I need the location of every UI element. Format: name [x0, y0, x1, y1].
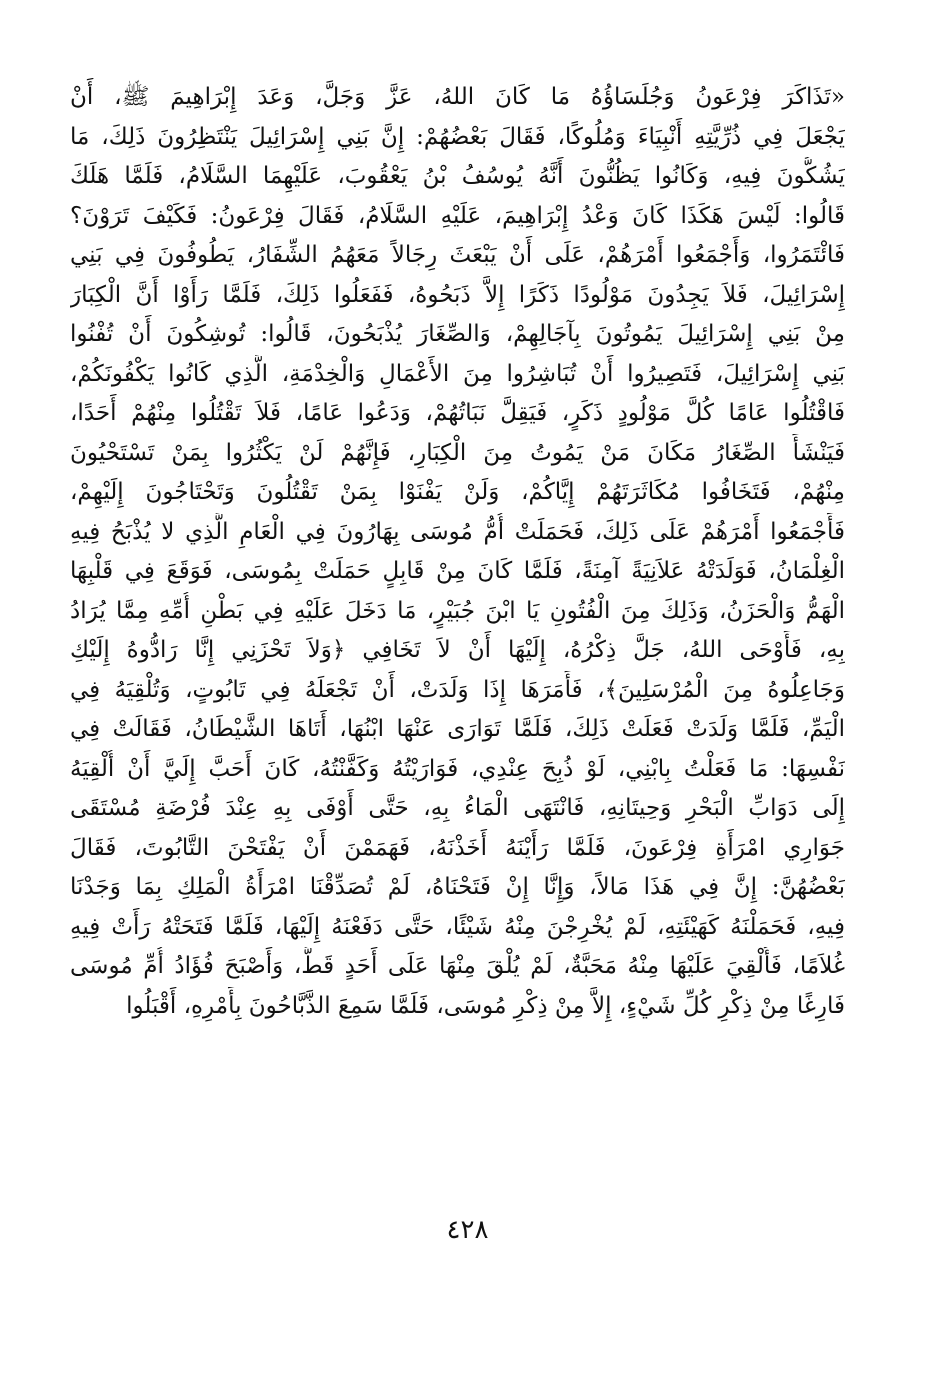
text-line: جَوَارِي امْرَأَةِ فِرْعَونَ، فَلَمَّا رَأَيْنَهُ أَخَذْنَهُ، فَهَمَمْنَ أَنْ يَفْتَحْنَ التَّابُوتَ، فَقَالَ: [70, 834, 845, 861]
text-line: مِنْ بَنِي إِسْرَائِيلَ يَمُوتُونَ بِآجَالِهِمْ، وَالصِّغَارَ يُذْبَحُونَ، قَالُوا: تُوشِكُونَ أَنْ تُفْنُوا: [70, 321, 845, 347]
text-line: بِهِ، فَأَوْحَى اللهُ، جَلَّ ذِكْرُهُ، إِلَيْهَا أَنْ لاَ تَخَافِي ﴿وَلاَ تَحْزَنِي إِنَّا رَادُّوهُ إِلَيْكِ: [70, 637, 845, 663]
text-line: فَاقْتُلُوا عَامًا كُلَّ مَوْلُودٍ ذَكَرٍ، فَيَقِلَّ نَبَاتُهُمْ، وَدَعُوا عَامًا، فَلاَ تَقْتُلُوا مِنْهُمْ أَحَدًا،: [70, 400, 845, 426]
text-line: بَنِي إِسْرَائِيلَ، فَتَصِيرُوا أَنْ تُبَاشِرُوا مِنَ الأَعْمَالِ وَالْخِدْمَةِ، الَّذِي كَانُوا يَكْفُونَكُمْ،: [70, 360, 845, 387]
text-line: مِنْهُمْ، فَتَخَافُوا مُكَاثَرَتَهُمْ إِيَّاكُمْ، وَلَنْ يَفْنَوْا بِمَنْ تَقْتُلُونَ وَتَحْتَاجُونَ إِلَيْهِمْ،: [70, 479, 845, 505]
text-line: وَجَاعِلُوهُ مِنَ الْمُرْسَلِينَ﴾، فَأَمَرَهَا إِذَا وَلَدَتْ، أَنْ تَجْعَلَهُ فِي تَابُوتٍ، وَتُلْقِيَهُ فِي: [70, 676, 845, 703]
text-line: الْيَمِّ، فَلَمَّا وَلَدَتْ فَعَلَتْ ذَلِكَ، فَلَمَّا تَوَارَى عَنْهَا ابْنُهَا، أَتَاهَا الشَّيْطَانُ، فَقَالَتْ فِي: [70, 716, 845, 742]
text-line: بَعْضُهُنَّ: إِنَّ فِي هَذَا مَالاً، وَإِنَّا إِنْ فَتَحْنَاهُ، لَمْ تُصَدِّقْنَا امْرَأَةُ الْمَلِكِ بِمَا وَجَدْنَا: [70, 874, 845, 900]
body-text: [70, 78, 845, 1026]
text-line: فَيَنْشَأَ الصِّغَارُ مَكَانَ مَنْ يَمُوتُ مِنَ الْكِبَارِ، فَإِنَّهُمْ لَنْ يَكْثُرُوا بِمَنْ تَسْتَحْيُونَ: [70, 439, 845, 466]
text-line: يَجْعَلَ فِي ذُرِّيَّتِهِ أَنْبِيَاءَ وَمُلُوكًا، فَقَالَ بَعْضُهُمْ: إِنَّ بَنِي إِسْرَائِيلَ يَنْتَظِرُونَ ذَلِكَ، مَا: [70, 123, 845, 150]
page-number: ٤٢٨: [446, 1215, 489, 1245]
text-line: فَأَجْمَعُوا أَمْرَهُمْ عَلَى ذَلِكَ، فَحَمَلَتْ أُمُّ مُوسَى بِهَارُونَ فِي الْعَامِ الَّذِي لا يُذْبَحُ فِيهِ: [70, 518, 845, 545]
text-line: نَفْسِهَا: مَا فَعَلْتُ بِابْنِي، لَوْ ذُبِحَ عِنْدِي، فَوَارَيْتُهُ وَكَفَّنْتُهُ، كَانَ أَحَبَّ إِلَيَّ أَنْ أُلْقِيَهُ: [70, 755, 845, 782]
text-line: فَارِغًا مِنْ ذِكْرِ كُلِّ شَيْءٍ، إِلاَّ مِنْ ذِكْرِ مُوسَى، فَلَمَّا سَمِعَ الذَّبَّاحُونَ بِأَمْرِهِ، أَقْبَلُوا: [126, 992, 845, 1019]
text-line: إِلَى دَوَابِّ الْبَحْرِ وَحِيتَانِهِ، فَانْتَهَى الْمَاءُ بِهِ، حَتَّى أَوْفَى بِهِ عِنْدَ فُرْضَةِ مُسْتَقَى: [70, 795, 845, 821]
text-line: يَشُكُّونَ فِيهِ، وَكَانُوا يَظُنُّونَ أَنَّهُ يُوسُفُ بْنُ يَعْقُوبَ، عَلَيْهِمَا السَّلَامُ، فَلَمَّا هَلَكَ: [70, 163, 845, 189]
text-line: غُلاَمًا، فَأُلْقِيَ عَلَيْهَا مِنْهُ مَحَبَّةٌ، لَمْ يُلْقَ مِنْهَا عَلَى أَحَدٍ قَطُّ، وَأَصْبَحَ فُؤَادُ أُمِّ مُوسَى: [70, 953, 845, 979]
text-line: الْغِلْمَانُ، فَوَلَدَتْهُ عَلاَنِيَةً آمِنَةً، فَلَمَّا كَانَ مِنْ قَابِلٍ حَمَلَتْ بِمُوسَى، فَوَقَعَ فِي قَلْبِهَا: [70, 558, 845, 584]
text-line: فِيهِ، فَحَمَلْنَهُ كَهَيْئَتِهِ، لَمْ يُخْرِجْنَ مِنْهُ شَيْئًا، حَتَّى دَفَعْنَهُ إِلَيْهَا، فَلَمَّا فَتَحَتْهُ رَأَتْ فِيهِ: [70, 913, 845, 940]
text-line: فَائْتَمَرُوا، وَأَجْمَعُوا أَمْرَهُمْ، عَلَى أَنْ يَبْعَثَ رِجَالاً مَعَهُمُ الشِّفَارُ، يَطُوفُونَ فِي بَنِي: [70, 242, 845, 268]
text-line: الْهَمُّ وَالْحَزَنُ، وَذَلِكَ مِنَ الْفُتُونِ يَا ابْنَ جُبَيْرٍ، مَا دَخَلَ عَلَيْهِ فِي بَطْنِ أُمِّهِ مِمَّا يُرَادُ: [70, 597, 845, 624]
text-line: قَالُوا: لَيْسَ هَكَذَا كَانَ وَعْدُ إِبْرَاهِيمَ، عَلَيْهِ السَّلَامُ، فَقَالَ فِرْعَونُ: فَكَيْفَ تَرَوْنَ؟: [70, 202, 845, 229]
text-line: «تَذَاكَرَ فِرْعَونُ وَجُلَسَاؤُهُ مَا كَانَ اللهُ، عَزَّ وَجَلَّ، وَعَدَ إِبْرَاهِيمَ ﷺ، أَنْ: [70, 84, 845, 110]
text-line: إِسْرَائِيلَ، فَلاَ يَجِدُونَ مَوْلُودًا ذَكَرًا إِلاَّ ذَبَحُوهُ، فَفَعَلُوا ذَلِكَ، فَلَمَّا رَأَوْا أَنَّ الْكِبَارَ: [70, 281, 845, 308]
